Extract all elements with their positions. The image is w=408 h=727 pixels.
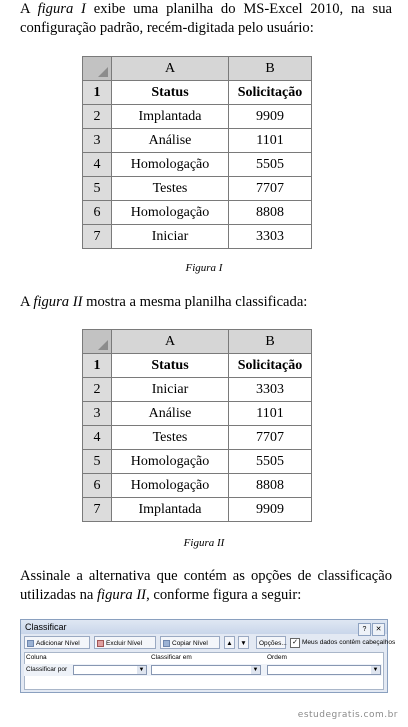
column-header-a[interactable]: A: [112, 330, 229, 354]
cell-solicitacao[interactable]: 5505: [229, 153, 312, 177]
headers-checkbox[interactable]: ✓: [290, 638, 300, 648]
spreadsheet-figure-2: [82, 329, 312, 522]
column-header-b[interactable]: B: [229, 330, 312, 354]
row-number[interactable]: 7: [83, 498, 112, 522]
copy-level-button[interactable]: [160, 636, 220, 649]
cell-solicitacao[interactable]: 8808: [229, 201, 312, 225]
cell-solicitacao[interactable]: 1101: [229, 129, 312, 153]
headers-checkbox-label: Meus dados contêm cabeçalhos: [302, 639, 396, 646]
column-header-a[interactable]: A: [112, 57, 229, 81]
cell-solicitacao[interactable]: 3303: [229, 378, 312, 402]
intro-paragraph-2: [20, 293, 392, 312]
cell-solicitacao[interactable]: Solicitação: [229, 81, 312, 105]
sort-dialog: [20, 619, 396, 693]
copy-level-icon: [163, 640, 170, 647]
cell-status[interactable]: Análise: [112, 129, 229, 153]
row-number[interactable]: 6: [83, 474, 112, 498]
table-row: [83, 177, 312, 201]
cell-status[interactable]: Análise: [112, 402, 229, 426]
add-level-label: Adicionar Nível: [36, 640, 80, 647]
cell-solicitacao[interactable]: Solicitação: [229, 354, 312, 378]
row-number[interactable]: 4: [83, 153, 112, 177]
delete-level-button[interactable]: [94, 636, 156, 649]
move-up-button[interactable]: [224, 636, 235, 649]
delete-level-icon: [97, 640, 104, 647]
move-down-button[interactable]: [238, 636, 249, 649]
caption-figure-2: Figura II: [183, 537, 225, 549]
intro-1-text-post: exibe uma planilha do MS-Excel 2010, na sua configuração padrão, recém-digitada pelo usuário:: [20, 1, 393, 36]
table-row: [83, 378, 312, 402]
row-number[interactable]: 7: [83, 225, 112, 249]
table-row: [83, 474, 312, 498]
cell-solicitacao[interactable]: 8808: [229, 474, 312, 498]
column-header-b[interactable]: B: [229, 57, 312, 81]
dialog-title: Classificar: [25, 622, 67, 632]
table-row: [83, 450, 312, 474]
window-controls: [357, 621, 385, 636]
chevron-down-icon: ▼: [138, 667, 145, 673]
intro-2-text-post: mostra a mesma planilha classificada:: [82, 294, 308, 310]
cell-status[interactable]: Homologação: [112, 474, 229, 498]
sort-by-column-select[interactable]: [73, 665, 147, 675]
column-header-row: [83, 57, 312, 81]
cell-status[interactable]: Status: [112, 81, 229, 105]
intro-3-figure-ref: figura II: [97, 587, 147, 603]
intro-2-text-pre: A: [20, 294, 34, 310]
cell-solicitacao[interactable]: 9909: [229, 105, 312, 129]
table-row: [83, 105, 312, 129]
table-row: [83, 402, 312, 426]
cell-solicitacao[interactable]: 3303: [229, 225, 312, 249]
table-row: [83, 498, 312, 522]
table-row: [83, 354, 312, 378]
table-row: [83, 129, 312, 153]
caption-figure-1: Figura I: [185, 262, 223, 274]
add-level-button[interactable]: [24, 636, 90, 649]
column-header-column: Coluna: [26, 654, 47, 661]
cell-solicitacao[interactable]: 5505: [229, 450, 312, 474]
chevron-down-icon: ▼: [252, 667, 259, 673]
dialog-title-bar[interactable]: [21, 620, 387, 634]
cell-status[interactable]: Iniciar: [112, 378, 229, 402]
cell-solicitacao[interactable]: 9909: [229, 498, 312, 522]
select-all-corner[interactable]: [83, 330, 112, 354]
copy-level-label: Copiar Nível: [172, 640, 208, 647]
table-row: [83, 225, 312, 249]
row-number[interactable]: 6: [83, 201, 112, 225]
column-header-row: [83, 330, 312, 354]
options-button[interactable]: Opções...: [256, 636, 286, 649]
row-number[interactable]: 5: [83, 450, 112, 474]
column-header-order: Ordem: [267, 654, 287, 661]
row-number[interactable]: 3: [83, 402, 112, 426]
cell-solicitacao[interactable]: 7707: [229, 177, 312, 201]
table-row: [83, 153, 312, 177]
cell-status[interactable]: Testes: [112, 426, 229, 450]
cell-solicitacao[interactable]: 7707: [229, 426, 312, 450]
row-number[interactable]: 4: [83, 426, 112, 450]
cell-status[interactable]: Status: [112, 354, 229, 378]
arrow-down-icon: ▼: [240, 640, 247, 647]
intro-1-figure-ref: figura I: [37, 1, 86, 17]
cell-solicitacao[interactable]: 1101: [229, 402, 312, 426]
column-header-sort-on: Classificar em: [151, 654, 192, 661]
intro-paragraph-1: [20, 0, 392, 38]
cell-status[interactable]: Iniciar: [112, 225, 229, 249]
row-number[interactable]: 2: [83, 105, 112, 129]
sort-by-label: Classificar por: [26, 666, 68, 673]
cell-status[interactable]: Homologação: [112, 201, 229, 225]
row-number[interactable]: 5: [83, 177, 112, 201]
cell-status[interactable]: Testes: [112, 177, 229, 201]
intro-3-text-post: , conforme figura a seguir:: [146, 587, 302, 603]
delete-level-label: Excluir Nível: [106, 640, 143, 647]
row-number[interactable]: 1: [83, 354, 112, 378]
close-icon[interactable]: ✕: [372, 623, 385, 636]
select-all-corner[interactable]: [83, 57, 112, 81]
intro-paragraph-3: [20, 567, 392, 605]
row-number[interactable]: 3: [83, 129, 112, 153]
help-icon[interactable]: ?: [358, 623, 371, 636]
intro-3-text-pre: Assinale a alternativa que contém as opções de classificação utilizadas na: [20, 568, 392, 603]
cell-status[interactable]: Homologação: [112, 153, 229, 177]
sort-on-select[interactable]: [151, 665, 261, 675]
intro-1-text-pre: A: [20, 1, 38, 17]
watermark: estudegratis.com.br: [297, 710, 398, 720]
table-row: [83, 426, 312, 450]
row-number[interactable]: 1: [83, 81, 112, 105]
order-select[interactable]: [267, 665, 381, 675]
table-row: [83, 81, 312, 105]
table-row: [83, 201, 312, 225]
chevron-down-icon: ▼: [372, 667, 379, 673]
spreadsheet-figure-1: [82, 56, 312, 249]
row-number[interactable]: 2: [83, 378, 112, 402]
add-level-icon: [27, 640, 34, 647]
cell-status[interactable]: Homologação: [112, 450, 229, 474]
cell-status[interactable]: Implantada: [112, 498, 229, 522]
cell-status[interactable]: Implantada: [112, 105, 229, 129]
intro-2-figure-ref: figura II: [33, 294, 83, 310]
arrow-up-icon: ▲: [226, 640, 233, 647]
